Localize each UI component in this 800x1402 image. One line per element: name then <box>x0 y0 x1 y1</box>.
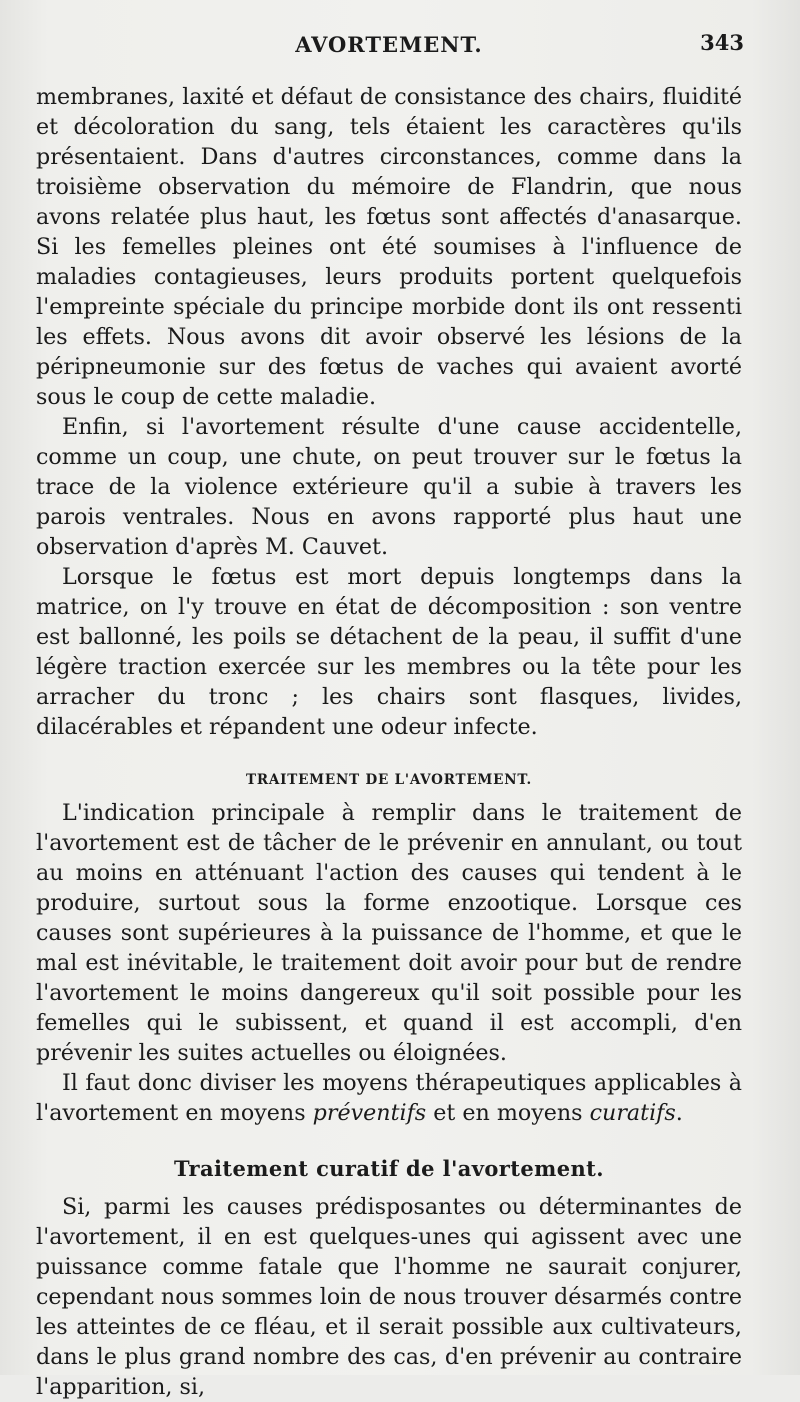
italic-term-preventifs: préventifs <box>312 1100 427 1126</box>
paragraph: Lorsque le fœtus est mort depuis longtemps dans la matrice, on l'y trouve en état de décomposition : son ventre est ballonné, les poils se détachent de la peau, il suffit d'une légère traction exercée sur les membres ou la tête pour les arracher du tronc ; les chairs sont flasques, livides, dilacérables et répandent une odeur infecte. <box>36 564 742 740</box>
paragraph: Enfin, si l'avortement résulte d'une cause accidentelle, comme un coup, une chute, on peut trouver sur le fœtus la trace de la violence extérieure qu'il a subie à travers les parois ventrales. Nous en avons rapporté plus haut une observation d'après M. Cauvet. <box>36 414 742 560</box>
paragraph: Si, parmi les causes prédisposantes ou déterminantes de l'avortement, il en est quelques-unes qui agissent avec une puissance comme fatale que l'homme ne saurait conjurer, cependant nous sommes loin de nous trouver désarmés contre les atteintes de ce fléau, et il serait possible aux cultivateurs, dans le plus grand nombre des cas, d'en prévenir au contraire l'apparition, si, <box>36 1194 742 1400</box>
paragraph-continuation: membranes, laxité et défaut de consistance des chairs, fluidité et décoloration du sang, tels étaient les caractères qu'ils présentaient. Dans d'autres circonstances, comme dans la troisième observation du mémoire de Flandrin, que nous avons relatée plus haut, les fœtus sont affectés d'anasarque. Si les femelles pleines ont été soumises à l'influence de maladies contagieuses, leurs produits portent quelquefois l'empreinte spéciale du principe morbide dont ils ont ressenti les effets. Nous avons dit avoir observé les lésions de la péripneumonie sur des fœtus de vaches qui avaient avorté sous le coup de cette maladie. <box>36 84 742 410</box>
page-header <box>36 32 742 66</box>
paragraph: L'indication principale à remplir dans le traitement de l'avortement est de tâcher de le prévenir en annulant, ou tout au moins en atténuant l'action des causes qui tendent à le produire, surtout sous la forme enzootique. Lorsque ces causes sont supérieures à la puissance de l'homme, et que le mal est inévitable, le traitement doit avoir pour but de rendre l'avortement le moins dangereux qu'il soit possible pour les femelles qui le subissent, et quand il est accompli, d'en prévenir les suites actuelles ou éloignées. <box>36 800 742 1066</box>
page-body <box>36 82 742 1402</box>
section-heading-traitement: TRAITEMENT DE L'AVORTEMENT. <box>245 772 533 788</box>
text-run: . <box>675 1100 683 1126</box>
running-title: AVORTEMENT. <box>295 32 483 57</box>
section-heading-traitement-curatif: Traitement curatif de l'avortement. <box>174 1156 604 1181</box>
page-number: 343 <box>700 30 744 55</box>
text-run: et en moyens <box>426 1100 590 1126</box>
text-run: Il faut donc diviser les moyens thérapeutiques applicables à l'avortement en moyens <box>36 1070 742 1126</box>
paragraph-moyens <box>36 1068 742 1128</box>
italic-term-curatifs: curatifs <box>589 1100 676 1126</box>
